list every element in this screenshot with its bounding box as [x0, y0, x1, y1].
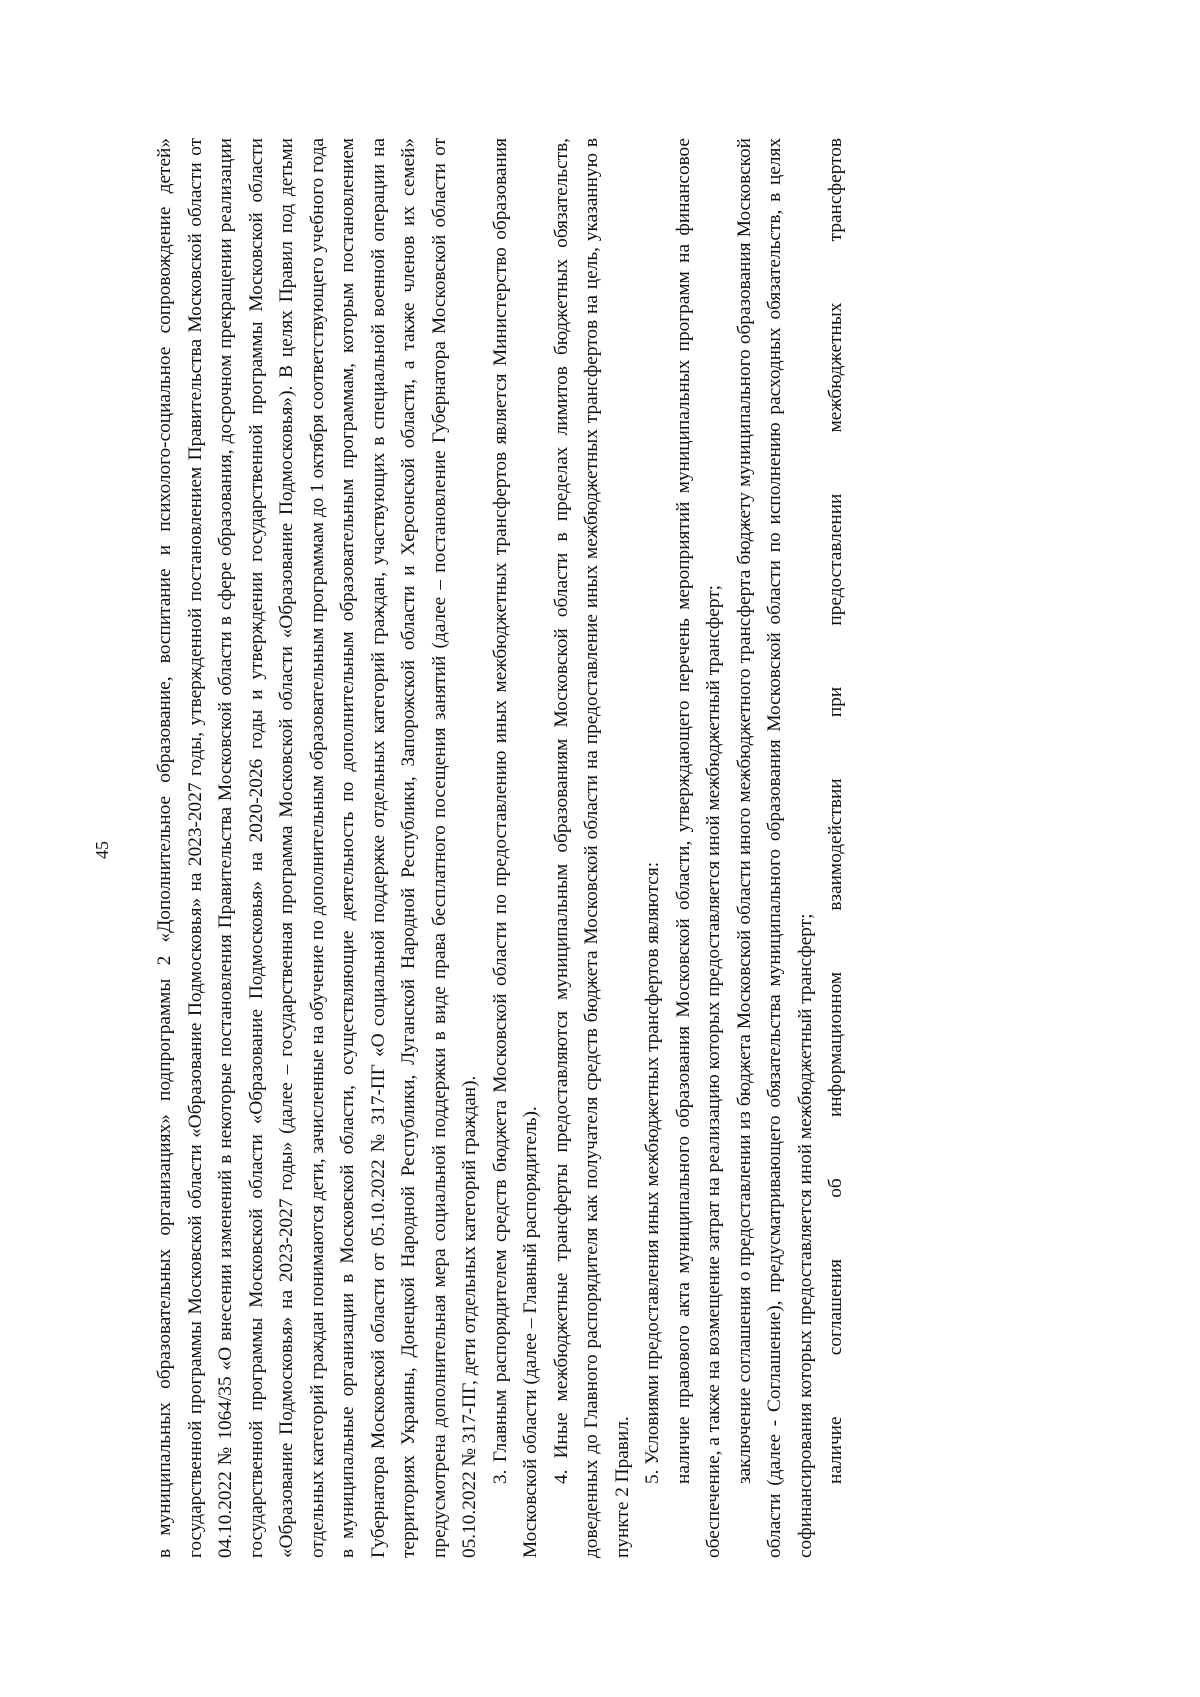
paragraph-condition-legal-act: наличие правового акта муниципального образования Московской области, утверждающего перечень мероприятий муниципальных программ на финансовое обеспечение, а также на возмещение затрат на реализацию которых предоставляется иной межбюджетный трансферт;	[672, 138, 724, 1558]
paragraph-continuation: в муниципальных образовательных организациях» подпрограммы 2 «Дополнительное образование, воспитание и психолого-социальное сопровождение детей» государственной программы Московской области «Образование Подмосковья» на 2023-2027 годы, утвержденной постановлением Правительства Московской области от 04.10.2022 № 1064/35 «О внесении изменений в некоторые постановления Правительства Московской области в сфере образования, досрочном прекращении реализации государственной программы Московской области «Образование Подмосковья» на 2020-2026 годы и утверждении государственной программы Московской области «Образование Подмосковья» на 2023-2027 годы» (далее – государственная программа Московской области «Образование Подмосковья»). В целях Правил под детьми отдельных категорий граждан понимаются дети, зачисленные на обучение по дополнительным образовательным программам до 1 октября соответствующего учебного года в муниципальные организации в Московской области, осуществляющие деятельность по дополнительным образовательным программам, которым постановлением Губернатора Московской области от 05.10.2022 № 317-ПГ «О социальной поддержке отдельных категорий граждан, участвующих в специальной военной операции на территориях Украины, Донецкой Народной Республики, Луганской Народной Республики, Запорожской области и Херсонской области, а также членов их семей» предусмотрена дополнительная мера социальной поддержки в виде права бесплатного посещения занятий (далее – постановление Губернатора Московской области от 05.10.2022 № 317-ПГ, дети отдельных категорий граждан).	[154, 138, 480, 1558]
paragraph-condition-agreement: заключение соглашения о предоставлении из бюджета Московской области иного межбюджетного трансферта бюджету муниципального образования Московской области (далее - Соглашение), предусматривающего обязательства муниципального образования Московской области по исполнению расходных обязательств, в целях софинансирования которых предоставляется иной межбюджетный трансферт;	[733, 138, 816, 1558]
document-body	[150, 138, 1090, 1558]
page-number: 45	[92, 841, 112, 859]
paragraph-item-3: 3. Главным распорядителем средств бюджета Московской области по предоставлению иных межбюджетных трансфертов является Министерство образования Московской области (далее – Главный распорядитель).	[489, 138, 541, 1558]
paragraph-item-4: 4. Иные межбюджетные трансферты предоставляются муниципальным образованиям Московской области в пределах лимитов бюджетных обязательств, доведенных до Главного распорядителя как получателя средств бюджета Московской области на предоставление иных межбюджетных трансфертов на цель, указанную в пункте 2 Правил.	[550, 138, 633, 1558]
paragraph-condition-info-exchange: наличие соглашения об информационном взаимодействии при предоставлении межбюджетных трансфертов	[825, 138, 846, 1484]
paragraph-item-5: 5. Условиями предоставления иных межбюджетных трансфертов являются:	[642, 861, 663, 1484]
